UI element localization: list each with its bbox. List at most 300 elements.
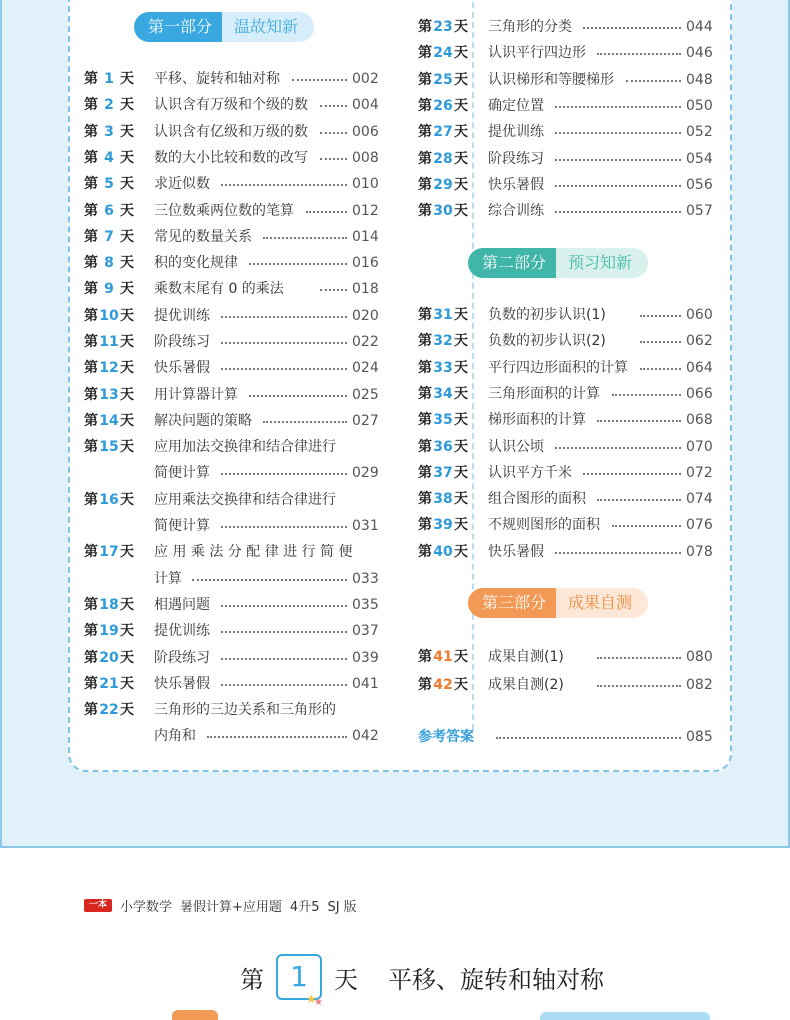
day-number: 34 — [433, 385, 453, 402]
toc-entry[interactable] — [84, 487, 384, 535]
page-number: 025 — [352, 386, 379, 403]
day-number: 9 — [104, 281, 114, 298]
page-number: 044 — [686, 19, 713, 35]
day-suffix: 天 — [120, 360, 134, 377]
entry-title: 确定位置 — [488, 97, 544, 114]
day-suffix: 天 — [120, 202, 134, 219]
entry-title: 三位数乘两位数的笔算 — [154, 202, 294, 219]
day-suffix: 天 — [120, 334, 134, 350]
day-prefix: 第 — [418, 491, 432, 508]
day-number: 32 — [433, 333, 453, 350]
dot-leader — [555, 106, 681, 108]
day-label — [418, 355, 468, 381]
toc-entry[interactable] — [84, 382, 384, 408]
day-number: 40 — [433, 543, 453, 560]
day-number: 22 — [99, 702, 119, 719]
day-number: 16 — [99, 491, 119, 508]
entry-title: 阶段练习 — [154, 649, 210, 666]
day-suffix: 天 — [120, 123, 134, 140]
day-number: 25 — [433, 71, 453, 88]
day-suffix: 天 — [454, 464, 468, 481]
page-number: 033 — [352, 570, 379, 587]
entry-title: 应用乘法交换律和结合律进行 — [154, 491, 336, 508]
entry-title: 快乐暑假 — [154, 675, 210, 692]
page-number: 020 — [352, 307, 379, 324]
page-number: 064 — [686, 359, 713, 376]
dot-leader — [263, 421, 347, 423]
section-pill-part3 — [468, 588, 648, 618]
section-tab-blue — [540, 1012, 710, 1020]
toc-entry[interactable] — [418, 486, 718, 512]
day-number: 37 — [433, 464, 453, 481]
toc-entry[interactable] — [418, 328, 718, 354]
toc-entry[interactable] — [84, 171, 384, 197]
day-number: 27 — [433, 124, 453, 141]
toc-entry[interactable] — [84, 355, 384, 381]
day-label — [84, 487, 134, 513]
day-prefix: 第 — [84, 202, 98, 219]
dot-leader — [320, 289, 347, 291]
day-label — [84, 145, 134, 171]
day-prefix: 第 — [84, 176, 98, 193]
day-suffix: 天 — [120, 412, 134, 429]
toc-entry[interactable] — [84, 250, 384, 276]
toc-entry[interactable] — [418, 381, 718, 407]
toc-entry[interactable] — [84, 592, 384, 618]
dot-leader — [597, 657, 681, 659]
toc-entry[interactable] — [84, 618, 384, 644]
entry-title: 平移、旋转和轴对称 — [154, 71, 280, 87]
entry-title: 常见的数量关系 — [154, 228, 252, 245]
entry-title: 解决问题的策略 — [154, 412, 252, 429]
day-label — [84, 434, 134, 460]
day-suffix: 天 — [120, 228, 134, 245]
toc-entry[interactable] — [418, 644, 718, 670]
day-label — [84, 303, 134, 329]
day-label — [84, 119, 134, 145]
page-number: 031 — [352, 518, 379, 535]
day-number: 7 — [104, 228, 114, 245]
toc-entry[interactable] — [418, 539, 718, 565]
day-suffix: 天 — [120, 176, 134, 193]
dot-leader — [555, 211, 681, 213]
day-suffix: 天 — [120, 439, 134, 456]
page-number: 010 — [352, 176, 379, 193]
day-suffix: 天 — [120, 649, 134, 666]
entry-title: 求近似数 — [154, 176, 210, 193]
footer-grade: 4升5 — [289, 899, 320, 915]
entry-title-cont: 内角和 — [154, 728, 196, 745]
day-label — [84, 224, 134, 250]
page-number: 074 — [686, 491, 713, 508]
day-label — [84, 618, 134, 644]
day-label — [418, 539, 468, 565]
dot-leader — [249, 263, 347, 265]
day-suffix: 天 — [120, 71, 134, 87]
day-label — [418, 486, 468, 512]
dot-leader — [221, 342, 347, 344]
toc-entry[interactable] — [418, 198, 718, 224]
page-number: 070 — [686, 438, 713, 455]
page-number: 006 — [352, 123, 379, 140]
entry-title: 梯形面积的计算 — [488, 412, 586, 429]
section-pill-part1 — [134, 12, 314, 42]
day-suffix: 天 — [454, 203, 468, 220]
day-number: 10 — [99, 307, 119, 324]
toc-entry[interactable] — [84, 539, 384, 587]
toc-entry[interactable] — [418, 172, 718, 198]
toc-entry[interactable] — [418, 67, 718, 93]
day-label — [84, 539, 134, 565]
day-number: 19 — [99, 623, 119, 640]
day-prefix: 第 — [84, 255, 98, 272]
day-label — [418, 302, 468, 328]
brand-logo: 一本 — [84, 899, 112, 912]
day-suffix: 天 — [120, 307, 134, 324]
page-number: 050 — [686, 97, 713, 114]
day-suffix: 天 — [120, 491, 134, 508]
dot-leader — [597, 685, 681, 687]
entry-title: 三角形面积的计算 — [488, 385, 600, 402]
day-prefix: 第 — [418, 412, 432, 429]
day-number-box — [276, 954, 323, 1008]
day-number: 30 — [433, 203, 453, 220]
day-number: 36 — [433, 438, 453, 455]
day-suffix: 天 — [454, 176, 468, 193]
entry-title: 提优训练 — [154, 307, 210, 324]
section-tab-orange — [172, 1010, 218, 1020]
page-number: 060 — [686, 307, 713, 323]
dot-leader — [640, 341, 681, 343]
day-label — [418, 512, 468, 538]
day-prefix: 第 — [418, 649, 432, 665]
day-label — [84, 408, 134, 434]
day-label — [418, 672, 468, 698]
page-number: 012 — [352, 202, 379, 219]
dot-leader — [221, 184, 347, 186]
page-number: 022 — [352, 334, 379, 350]
dot-leader — [583, 473, 681, 475]
day-suffix: 天 — [454, 677, 468, 693]
dot-leader — [320, 158, 347, 160]
dot-leader — [626, 80, 681, 82]
toc-entry[interactable] — [84, 224, 384, 250]
day-prefix: 第 — [84, 702, 98, 719]
section-label: 第二部分 — [468, 248, 556, 278]
toc-entry[interactable] — [418, 146, 718, 172]
dot-leader — [306, 211, 347, 213]
day-label — [418, 119, 468, 145]
day-number: 17 — [99, 544, 119, 561]
day-label — [418, 40, 468, 66]
day-prefix: 第 — [418, 45, 432, 62]
day-prefix: 第 — [84, 623, 98, 640]
toc-entry[interactable] — [418, 434, 718, 460]
day-label — [418, 460, 468, 486]
day-label — [418, 146, 468, 172]
day-number: 1 — [104, 71, 114, 87]
day-label — [418, 434, 468, 460]
day-number: 14 — [99, 412, 119, 429]
dot-leader — [249, 395, 347, 397]
dot-leader — [555, 159, 681, 161]
entry-title: 应用加法交换律和结合律进行 — [154, 439, 336, 456]
entry-title: 快乐暑假 — [488, 543, 544, 560]
page-number: 078 — [686, 543, 713, 560]
entry-title: 应 用 乘 法 分 配 律 进 行 简 便 — [154, 544, 353, 561]
entry-title: 认识梯形和等腰梯形 — [488, 71, 614, 88]
toc-entry[interactable] — [84, 119, 384, 145]
dot-leader — [612, 525, 681, 527]
day-number: 39 — [433, 517, 453, 534]
page-number: 008 — [352, 149, 379, 166]
entry-title: 负数的初步认识(1) — [488, 307, 606, 323]
day-suffix: 天 — [454, 19, 468, 35]
answers-entry[interactable] — [418, 724, 718, 750]
page-number: 037 — [352, 623, 379, 640]
day-suffix: 天 — [454, 438, 468, 455]
day-prefix: 第 — [418, 176, 432, 193]
day-number: 29 — [433, 176, 453, 193]
day-heading-suffix: 天 — [334, 965, 358, 994]
section-label: 第一部分 — [134, 12, 222, 42]
day-number: 2 — [104, 97, 114, 114]
day-number: 20 — [99, 649, 119, 666]
day-label — [418, 67, 468, 93]
day-number: 26 — [433, 97, 453, 114]
day-prefix: 第 — [418, 543, 432, 560]
day-suffix: 天 — [120, 544, 134, 561]
day-suffix: 天 — [454, 97, 468, 114]
entry-title: 平行四边形面积的计算 — [488, 359, 628, 376]
day-number: 21 — [99, 675, 119, 692]
toc-entry[interactable] — [418, 355, 718, 381]
day-suffix: 天 — [120, 281, 134, 298]
day-prefix: 第 — [418, 19, 432, 35]
day-prefix: 第 — [418, 124, 432, 141]
day-prefix: 第 — [84, 491, 98, 508]
day-number: 35 — [433, 412, 453, 429]
day-prefix: 第 — [84, 649, 98, 666]
page-number: 016 — [352, 255, 379, 272]
day-prefix: 第 — [84, 386, 98, 403]
day-prefix: 第 — [84, 334, 98, 350]
day-suffix: 天 — [120, 255, 134, 272]
page-number: 048 — [686, 71, 713, 88]
day-prefix: 第 — [84, 412, 98, 429]
section-label: 第三部分 — [468, 588, 556, 618]
day-label — [418, 93, 468, 119]
page-number: 052 — [686, 124, 713, 141]
entry-title-cont: 简便计算 — [154, 465, 210, 482]
toc-entry[interactable] — [418, 14, 718, 40]
day-prefix: 第 — [84, 360, 98, 377]
star-icon: ★ — [306, 992, 317, 1006]
day-prefix: 第 — [418, 71, 432, 88]
day-suffix: 天 — [120, 623, 134, 640]
toc-entry[interactable] — [418, 93, 718, 119]
dot-leader — [192, 579, 347, 581]
day-label — [84, 671, 134, 697]
section-name: 预习知新 — [556, 248, 648, 278]
entry-title: 阶段练习 — [488, 150, 544, 167]
toc-entry[interactable] — [84, 408, 384, 434]
entry-title: 提优训练 — [488, 124, 544, 141]
dot-leader — [555, 447, 681, 449]
day-prefix: 第 — [418, 677, 432, 693]
dot-leader — [221, 684, 347, 686]
day-label — [84, 592, 134, 618]
day-prefix: 第 — [84, 71, 98, 87]
day-prefix: 第 — [418, 517, 432, 534]
toc-entry[interactable] — [84, 434, 384, 482]
dot-leader — [221, 368, 347, 370]
footer-book: 小学数学 — [120, 899, 173, 915]
entry-title: 快乐暑假 — [488, 176, 544, 193]
day-label — [84, 355, 134, 381]
entry-title-cont: 计算 — [154, 570, 182, 587]
dot-leader — [221, 605, 347, 607]
day-number: 38 — [433, 491, 453, 508]
entry-title: 成果自测(2) — [488, 677, 564, 693]
page-number: 068 — [686, 412, 713, 429]
day-number: 42 — [433, 677, 453, 693]
day-suffix: 天 — [454, 71, 468, 88]
toc-entry[interactable] — [84, 92, 384, 118]
toc-entry[interactable] — [84, 329, 384, 355]
toc-entry[interactable] — [418, 40, 718, 66]
toc-entry[interactable] — [84, 198, 384, 224]
page-number: 018 — [352, 281, 379, 298]
dot-leader — [555, 185, 681, 187]
day-prefix: 第 — [418, 464, 432, 481]
day-prefix: 第 — [84, 307, 98, 324]
toc-entry[interactable] — [84, 645, 384, 671]
day-prefix: 第 — [84, 675, 98, 692]
toc-entry[interactable] — [84, 145, 384, 171]
day-number: 11 — [99, 334, 119, 350]
day-prefix: 第 — [84, 97, 98, 114]
day-number: 4 — [104, 149, 114, 166]
day-suffix: 天 — [120, 597, 134, 613]
day-suffix: 天 — [454, 333, 468, 350]
day-number: 6 — [104, 202, 114, 219]
dot-leader — [597, 53, 681, 55]
day-prefix: 第 — [84, 597, 98, 613]
entry-title: 阶段练习 — [154, 334, 210, 350]
page-number: 039 — [352, 649, 379, 666]
page-number: 054 — [686, 150, 713, 167]
day-number: 1 — [290, 960, 308, 993]
toc-entry[interactable] — [418, 119, 718, 145]
day-number: 31 — [433, 307, 453, 323]
toc-entry[interactable] — [84, 671, 384, 697]
entry-title: 数的大小比较和数的改写 — [154, 149, 308, 166]
day-suffix: 天 — [454, 385, 468, 402]
day-prefix: 第 — [418, 307, 432, 323]
day-label — [418, 198, 468, 224]
dot-leader — [320, 132, 347, 134]
toc-entry[interactable] — [84, 303, 384, 329]
day-prefix: 第 — [418, 97, 432, 114]
page-number: 046 — [686, 45, 713, 62]
toc-entry[interactable] — [418, 512, 718, 538]
day-suffix: 天 — [454, 124, 468, 141]
day-suffix: 天 — [454, 543, 468, 560]
toc-entry[interactable] — [418, 407, 718, 433]
toc-entry[interactable] — [84, 66, 384, 92]
day-label — [84, 697, 134, 723]
entry-title: 提优训练 — [154, 623, 210, 640]
day-label — [84, 645, 134, 671]
day-label — [84, 66, 134, 92]
dot-leader — [292, 79, 347, 81]
day-number: 28 — [433, 150, 453, 167]
day-prefix: 第 — [418, 359, 432, 376]
toc-entry[interactable] — [84, 697, 384, 745]
toc-entry[interactable] — [418, 672, 718, 698]
toc-entry[interactable] — [418, 302, 718, 328]
star-icon: ★ — [314, 997, 323, 1008]
page-number: 072 — [686, 464, 713, 481]
day-number: 24 — [433, 45, 453, 62]
entry-title: 不规则图形的面积 — [488, 517, 600, 534]
section-name: 温故知新 — [222, 12, 314, 42]
dot-leader — [263, 237, 347, 239]
day-prefix: 第 — [84, 544, 98, 561]
day-suffix: 天 — [454, 359, 468, 376]
entry-title: 组合图形的面积 — [488, 491, 586, 508]
page-number: 082 — [686, 677, 713, 693]
day-prefix: 第 — [84, 149, 98, 166]
entry-title: 三角形的分类 — [488, 19, 572, 35]
entry-title: 乘数末尾有 0 的乘法 — [154, 281, 284, 298]
toc-entry[interactable] — [84, 276, 384, 302]
section-pill-part2 — [468, 248, 648, 278]
day-heading-prefix: 第 — [240, 965, 264, 994]
answers-label: 参考答案 — [418, 729, 474, 745]
entry-title: 认识公顷 — [488, 438, 544, 455]
day-suffix: 天 — [120, 702, 134, 719]
day-label — [84, 198, 134, 224]
page-number: 057 — [686, 203, 713, 220]
dot-leader — [597, 420, 681, 422]
day-suffix: 天 — [454, 45, 468, 62]
footer-edition: SJ 版 — [327, 899, 357, 915]
day-prefix: 第 — [418, 385, 432, 402]
day-label — [84, 250, 134, 276]
entry-title: 用计算器计算 — [154, 386, 238, 403]
entry-title: 快乐暑假 — [154, 360, 210, 377]
day-label — [418, 14, 468, 40]
day-label — [84, 276, 134, 302]
dot-leader — [612, 394, 681, 396]
page-number: 080 — [686, 649, 713, 665]
running-footer — [84, 895, 357, 915]
entry-title: 负数的初步认识(2) — [488, 333, 606, 350]
day-suffix: 天 — [120, 386, 134, 403]
page-number: 029 — [352, 465, 379, 482]
page-number: 014 — [352, 228, 379, 245]
page-number: 085 — [686, 729, 713, 745]
day-label — [418, 381, 468, 407]
entry-title: 认识含有亿级和万级的数 — [154, 123, 308, 140]
day-number: 41 — [433, 649, 453, 665]
toc-entry[interactable] — [418, 460, 718, 486]
day-prefix: 第 — [84, 123, 98, 140]
entry-title: 认识平行四边形 — [488, 45, 586, 62]
day-suffix: 天 — [454, 412, 468, 429]
